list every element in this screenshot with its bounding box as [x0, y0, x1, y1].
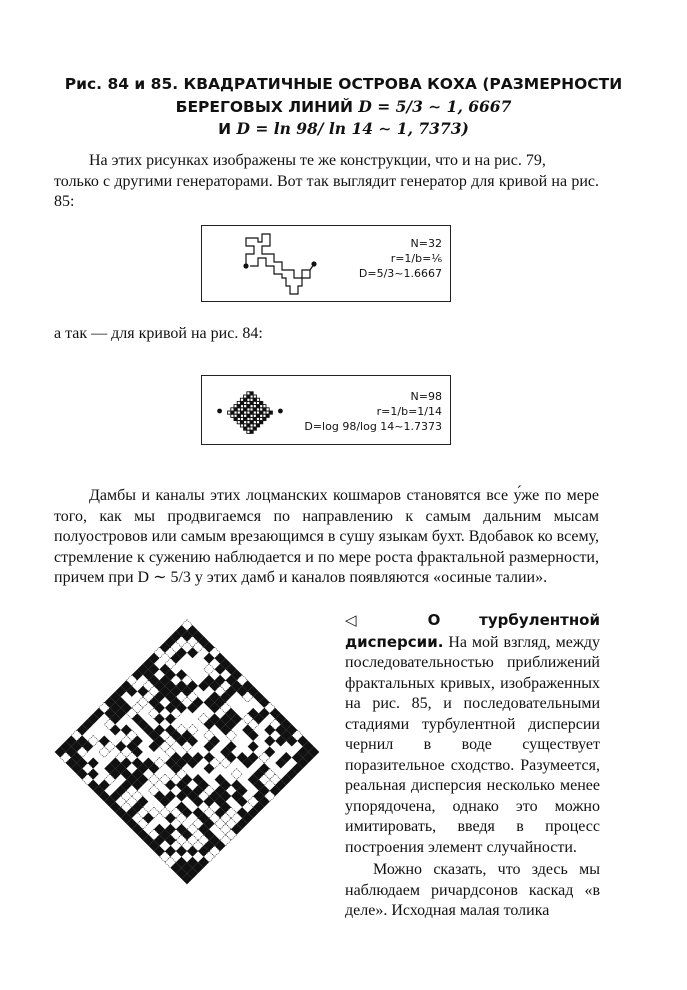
- title-line-2: [40, 96, 647, 119]
- title-line-1: Рис. 84 и 85. КВАДРАТИЧНЫЕ ОСТРОВА КОХА (РАЗМЕРНОСТИ: [64, 75, 623, 93]
- generator-box-fig84: [201, 375, 451, 445]
- intro-paragraph: [54, 151, 599, 213]
- generator-start-point: [217, 409, 222, 414]
- sidebar-paragraph-2: Можно сказать, что здесь мы наблюдаем ричардсонов каскад «в деле». Исходная малая толика: [345, 861, 600, 919]
- generator-r-fig84: r=1/b=1/14: [376, 405, 442, 418]
- sidebar-paragraph-1: [345, 610, 600, 858]
- title-line-3-text: И: [218, 120, 237, 138]
- generator-r-fig85: r=1/b=⅙: [390, 252, 442, 265]
- generator-parameters-fig84: [304, 389, 442, 434]
- title-line-2-formula: D = 5/3 ∼ 1, 6667: [358, 96, 512, 116]
- title-line-2-text: БЕРЕГОВЫХ ЛИНИЙ: [175, 97, 359, 116]
- generator-polyline: [246, 234, 310, 294]
- title-line-3-formula: D = ln 98/ ln 14 ∼ 1, 7373): [236, 119, 469, 138]
- generator-box-fig85: [201, 225, 451, 302]
- generator-n-fig85: N=32: [410, 237, 442, 250]
- sidebar-marker-icon: ◁: [345, 611, 391, 629]
- sidebar-note: [345, 610, 600, 922]
- generator-parameters-fig85: [359, 236, 442, 281]
- koch-island-figure: [52, 610, 322, 895]
- generator-d-fig85: D=5/3~1.6667: [358, 267, 442, 280]
- figure-caption-title: [40, 74, 647, 141]
- sidebar-text-1: На мой взгляд, между последовательностью приближений фрактальных кривых, изображенных на рис. 85, и последовательными стадиями турбулентной дисперсии чернил в воде существует поразительное сходство. Разумеется, реальная дисперсия несколько менее упорядочена, однако это можно имитировать, введя в процесс построения элемент случайности.: [345, 633, 601, 856]
- generator-d-fig84: D=log 98/log 14~1.7373: [304, 420, 442, 433]
- koch-island-body: [55, 620, 320, 885]
- title-line-3: [40, 118, 647, 141]
- generator-end-point: [278, 409, 283, 414]
- text-line-fig84-intro: а так — для кривой на рис. 84:: [54, 325, 263, 342]
- generator-start-point: [243, 263, 248, 268]
- body-paragraph: Дамбы и каналы этих лоцманских кошмаров становятся все у́же по мере того, как мы продвигаемся по направлению к самым дальним мысам полуостровов или самым врезающимся в сушу языкам бухт. Вдобавок ко всему, стремление к сужению наблюдается и по мере роста фрактальной размерности, причем при D ∼ 5/3 у этих дамб и каналов появляются «осиные талии».: [54, 487, 599, 586]
- sidebar-title: О турбулентной дисперсии.: [345, 611, 600, 651]
- generator-lattice: [228, 392, 273, 434]
- intro-paragraph-rest: только с другими генераторами. Вот так выглядит генератор для кривой на рис. 85:: [54, 172, 599, 210]
- koch-island-image: [52, 610, 322, 895]
- generator-n-fig84: N=98: [410, 390, 442, 403]
- intro-paragraph-line-1: На этих рисунках изображены те же конструкции, что и на рис. 79,: [89, 152, 546, 169]
